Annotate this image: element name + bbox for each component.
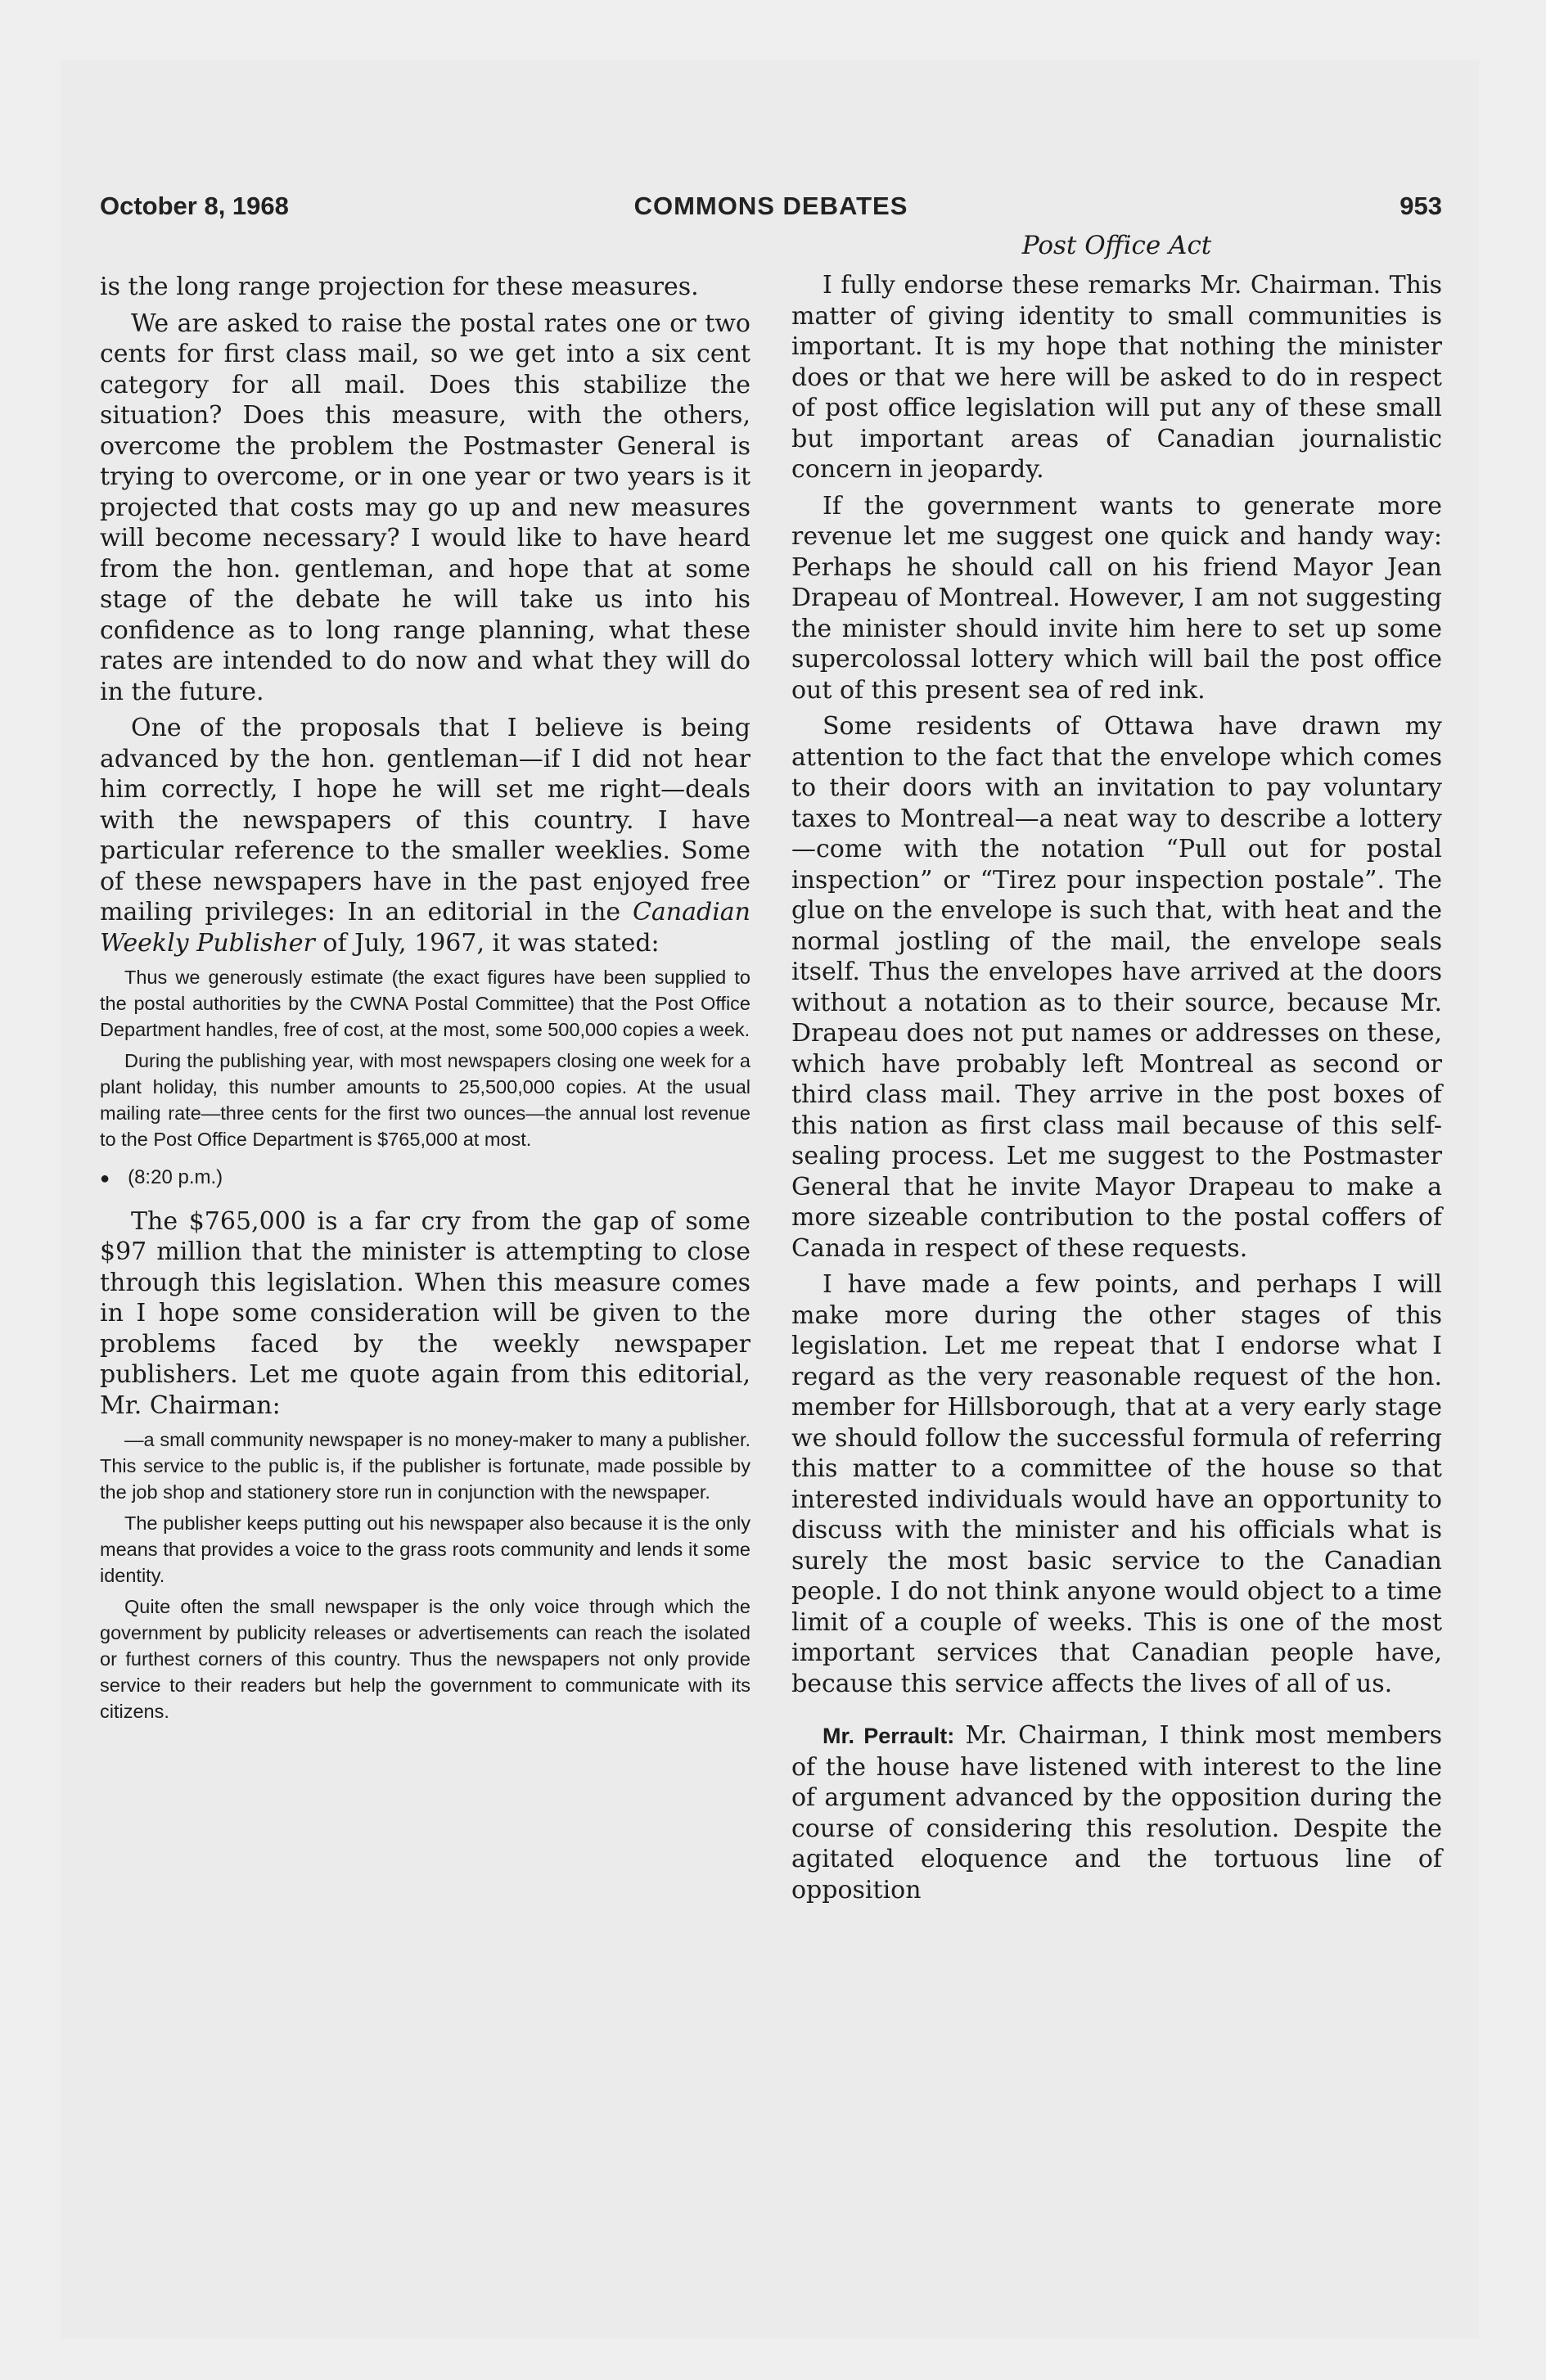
speaker-name: Mr. Perrault: [823, 1724, 955, 1748]
quoted-paragraph: —a small community newspaper is no money-maker to many a publisher. This service to the public is, if the publisher is fortunate, made possible by the job shop and stationery store run in conjunction with the newspaper. [100, 1429, 750, 1503]
paragraph: We are asked to raise the postal rates one or two cents for first class mail, so we get into a six cent category for all mail. Does this stabilize the situation? Does this measure, with the others, overcome the problem the Postmaster General is trying to overcome, or in one year or two years is it projected that costs may go up and new measures will become necessary? I would like to have heard from the hon. gentleman, and hope that at some stage of the debate he will take us into his confidence as to long range planning, what these rates are intended to do now and what they will do in the future. [100, 309, 750, 706]
bullet-icon: ● [100, 1170, 110, 1188]
paragraph: The $765,000 is a far cry from the gap of some $97 million that the minister is attempting to close through this legislation. When this measure comes in I hope some consideration will be given to the problems faced by the weekly newspaper publishers. Let me quote again from this editorial, Mr. Chairman: [100, 1206, 750, 1420]
page-header [100, 192, 1442, 232]
paragraph: I have made a few points, and perhaps I will make more during the other stages of this legislation. Let me repeat that I endorse what I regard as the very reasonable request of the hon. member for Hillsborough, that at a very early stage we should follow the successful formula of referring this matter to a committee of the house so that interested individuals would have an opportunity to discuss with the minister and his officials what is surely the most basic service to the Canadian people. I do not think anyone would object to a time limit of a couple of weeks. This is one of the most important services that Canadian people have, because this service affects the lives of all of us. [791, 1270, 1442, 1698]
header-date: October 8, 1968 [100, 192, 289, 220]
left-column [100, 272, 750, 1729]
quoted-paragraph: During the publishing year, with most newspapers closing one week for a plant holiday, this number amounts to 25,500,000 copies. At the usual mailing rate—three cents for the first two ounces—the annual lost revenue to the Post Office Department is $765,000 at most. [100, 1050, 750, 1150]
paragraph-text: of July, 1967, it was stated: [322, 928, 660, 958]
paragraph [100, 713, 750, 958]
speaker-paragraph [791, 1720, 1442, 1905]
quoted-paragraph: The publisher keeps putting out his newspaper also because it is the only means that provides a voice to the grass roots community and lends it some identity. [100, 1512, 750, 1586]
section-subtitle: Post Office Act [1021, 231, 1212, 260]
quoted-paragraph: Quite often the small newspaper is the only voice through which the government by publicity releases or advertisements can reach the isolated or furthest corners of this country. Thus the newspapers not only provide service to their readers but help the government to communicate with its citizens. [100, 1596, 750, 1722]
right-column [791, 270, 1442, 1911]
header-page-number: 953 [1400, 192, 1442, 220]
time-marker [100, 1162, 750, 1195]
paragraph-text: Mr. Chairman, I think most members of the house have listened with interest to the line of argument advanced by the opposition during the course of considering this resolution. Despite the agitated eloquence and the tortuous line of opposition [791, 1721, 1442, 1904]
paragraph: Some residents of Ottawa have drawn my attention to the fact that the envelope which comes to their doors with an invitation to pay voluntary taxes to Montreal—a neat way to describe a lottery—come with the notation “Pull out for postal inspection” or “Tirez pour inspection postale”. The glue on the envelope is such that, with heat and the normal jostling of the mail, the envelope seals itself. Thus the envelopes have arrived at the doors without a notation as to their source, because Mr. Drapeau does not put names or addresses on these, which have probably left Montreal as second or third class mail. They arrive in the post boxes of this nation as first class mail because of this self-sealing process. Let me suggest to the Postmaster General that he invite Mayor Drapeau to make a more sizeable contribution to the postal coffers of Canada in respect of these requests. [791, 712, 1442, 1263]
header-title: COMMONS DEBATES [633, 192, 908, 220]
paragraph: If the government wants to generate more revenue let me suggest one quick and handy way: Perhaps he should call on his friend Mayor Jean Drapeau of Montreal. However, I am not suggesting the minister should invite him here to set up some supercolossal lottery which will bail the post office out of this present sea of red ink. [791, 491, 1442, 705]
publication-title: Canadian Weekly Publisher [100, 898, 750, 958]
paragraph: I fully endorse these remarks Mr. Chairman. This matter of giving identity to small communities is important. It is my hope that nothing the minister does or that we here will be asked to do in respect of post office legislation will put any of these small but important areas of Canadian journalistic concern in jeopardy. [791, 271, 1442, 484]
time-stamp: (8:20 p.m.) [128, 1166, 223, 1188]
paragraph: is the long range projection for these measures. [100, 273, 699, 301]
document-page [61, 61, 1479, 2339]
quoted-paragraph: Thus we generously estimate (the exact figures have been supplied to the postal authorities by the CWNA Postal Committee) that the Post Office Department handles, free of cost, at the most, some 500,000 copies a week. [100, 967, 750, 1040]
paragraph-text: One of the proposals that I believe is being advanced by the hon. gentleman—if I did not hear him correctly, I hope he will set me right—deals with the newspapers of this country. I have particular reference to the smaller weeklies. Some of these newspapers have in the past enjoyed free mailing privileges: In an editorial in the [100, 714, 750, 926]
